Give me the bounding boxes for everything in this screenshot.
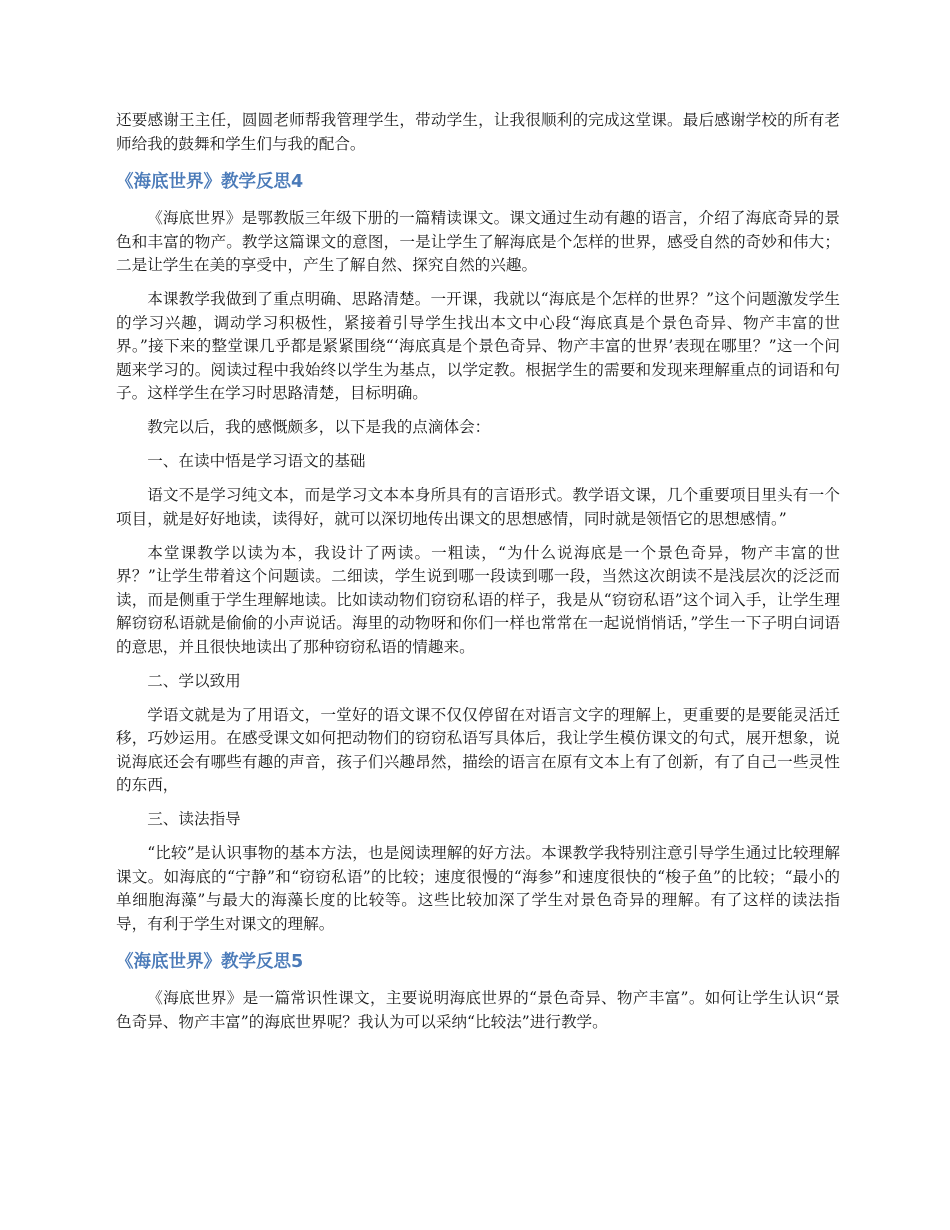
section-heading: 《海底世界》教学反思5 <box>116 952 304 972</box>
paragraph: 教完以后，我的感慨颇多，以下是我的点滴体会： <box>147 418 491 436</box>
paragraph: 《海底世界》是鄂教版三年级下册的一篇精读课文。课文通过生动有趣的语言，介绍了海底奇异的景色和丰富的物产。教学这篇课文的意图，一是让学生了解海底是个怎样的世界，感受自然的奇妙和伟大；二是让学生在美的享受中，产生了解自然、探究自然的兴趣。 <box>116 209 840 274</box>
paragraph: 《海底世界》是一篇常识性课文，主要说明海底世界的“景色奇异、物产丰富”。如何让学生认识“景色奇异、物产丰富”的海底世界呢？我认为可以采纳“比较法”进行教学。 <box>116 989 840 1031</box>
document-page <box>116 109 840 1045</box>
subsection-heading: 三、读法指导 <box>147 810 241 828</box>
paragraph: 还要感谢王主任，圆圆老师帮我管理学生，带动学生，让我很顺利的完成这堂课。最后感谢学校的所有老师给我的鼓舞和学生们与我的配合。 <box>116 111 840 153</box>
paragraph: 本课教学我做到了重点明确、思路清楚。一开课，我就以“海底是个怎样的世界？”这个问题激发学生的学习兴趣，调动学习积极性，紧接着引导学生找出本文中心段“海底真是个景色奇异、物产丰富的世界。”接下来的整堂课几乎都是紧紧围绕“‘海底真是个景色奇异、物产丰富的世界’表现在哪里？”这一个问题来学习的。阅读过程中我始终以学生为基点，以学定教。根据学生的需要和发现来理解重点的词语和句子。这样学生在学习时思路清楚，目标明确。 <box>116 290 840 402</box>
section-heading: 《海底世界》教学反思4 <box>116 172 304 192</box>
paragraph: “比较”是认识事物的基本方法，也是阅读理解的好方法。本课教学我特别注意引导学生通过比较理解课文。如海底的“宁静”和“窃窃私语”的比较；速度很慢的“海参”和速度很快的“梭子鱼”的比较；“最小的单细胞海藻”与最大的海藻长度的比较等。这些比较加深了学生对景色奇异的理解。有了这样的读法指导，有利于学生对课文的理解。 <box>116 844 840 933</box>
paragraph: 本堂课教学以读为本，我设计了两读。一粗读，“为什么说海底是一个景色奇异，物产丰富的世界？”让学生带着这个问题读。二细读，学生说到哪一段读到哪一段，当然这次朗读不是浅层次的泛泛而读，而是侧重于学生理解地读。比如读动物们窃窃私语的样子，我是从“窃窃私语”这个词入手，让学生理解窃窃私语就是偷偷的小声说话。海里的动物呀和你们一样也常常在一起说悄悄话，”学生一下子明白词语的意思，并且很快地读出了那种窃窃私语的情趣来。 <box>116 543 840 656</box>
subsection-heading: 一、在读中悟是学习语文的基础 <box>147 452 366 470</box>
subsection-heading: 二、学以致用 <box>147 671 241 690</box>
paragraph: 学语文就是为了用语文，一堂好的语文课不仅仅停留在对语言文字的理解上，更重要的是要能灵活迁移，巧妙运用。在感受课文如何把动物们的窃窃私语写具体后，我让学生模仿课文的句式，展开想象，说说海底还会有哪些有趣的声音，孩子们兴趣昂然，描绘的语言在原有文本上有了创新，有了自己一些灵性的东西， <box>116 705 840 794</box>
paragraph: 语文不是学习纯文本，而是学习文本本身所具有的言语形式。教学语文课，几个重要项目里头有一个项目，就是好好地读，读得好，就可以深切地传出课文的思想感情，同时就是领悟它的思想感情。” <box>116 486 840 528</box>
